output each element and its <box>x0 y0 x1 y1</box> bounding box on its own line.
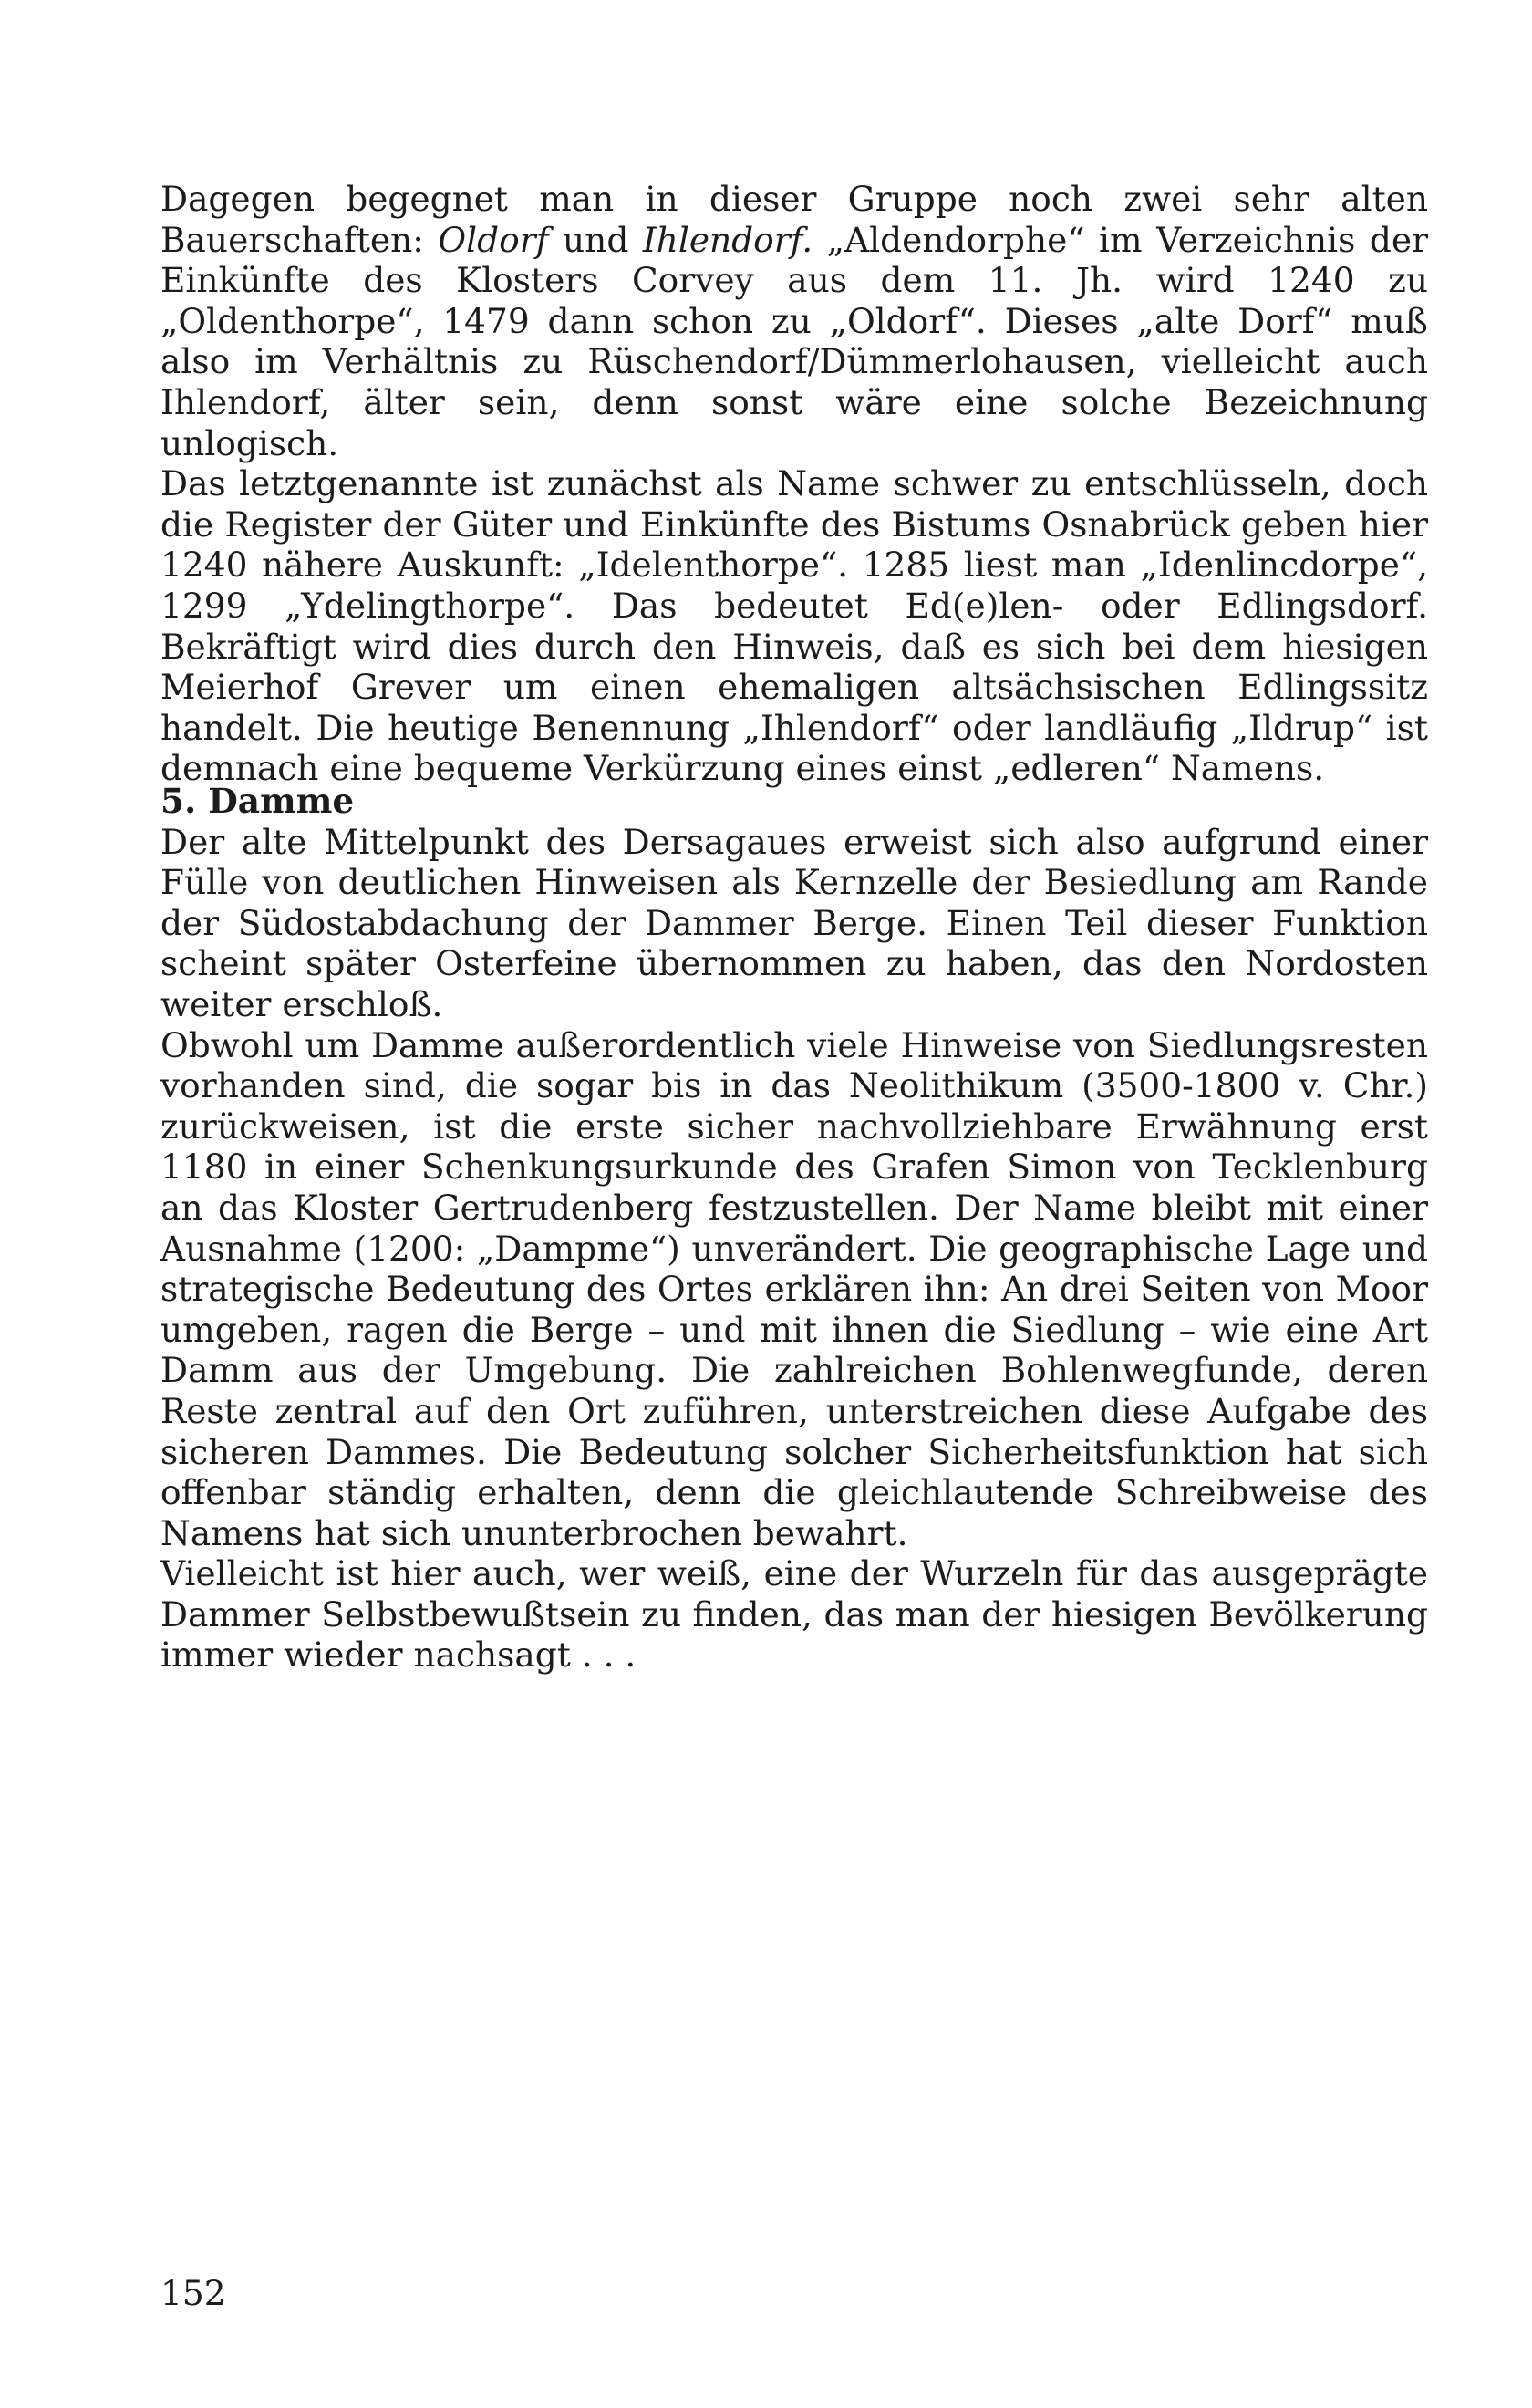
paragraph-text: „Aldendorphe“ im Verzeichnis der Einkünfte des Klosters Corvey aus dem 11. Jh. wird 1240 zu „Oldenthorpe“, 1479 dann schon zu „Oldorf“. Dieses „alte Dorf“ muß also im Verhältnis zu Rüschendorf/Dümmerlohausen, vielleicht auch Ihlendorf, älter sein, denn sonst wäre eine solche Bezeichnung unlogisch. <box>160 219 1428 463</box>
intro-text-block <box>160 179 1428 789</box>
section-heading: 5. Damme <box>160 781 355 821</box>
section-damme <box>160 781 1428 1676</box>
paragraph-dersagau: Der alte Mittelpunkt des Dersagaues erweist sich also aufgrund einer Fülle von deutlichen Hinweisen als Kernzelle der Besiedlung am Rande der Südostabdachung der Dammer Berge. Einen Teil dieser Funktion scheint später Osterfeine übernommen zu haben, das den Nordosten weiter erschloß. <box>160 821 1428 1024</box>
paragraph-ihlendorf-etymology: Das letztgenannte ist zunächst als Name schwer zu entschlüsseln, doch die Register der Güter und Einkünfte des Bistums Osnabrück geben hier 1240 nähere Auskunft: „Idelenthorpe“. 1285 liest man „Idenlincdorpe“, 1299 „Ydelingthorpe“. Das bedeutet Ed(e)len- oder Edlingsdorf. Bekräftigt wird dies durch den Hinweis, daß es sich bei dem hiesigen Meierhof Grever um einen ehemaligen altsächsischen Edlingssitz handelt. Die heutige Benennung „Ihlendorf“ oder landläufig „Ildrup“ ist demnach eine bequeme Verkürzung eines einst „edleren“ Namens. <box>160 463 1428 789</box>
paragraph-text: Dagegen begegnet man in dieser Gruppe noch zwei sehr alten Bauerschaften: <box>160 179 1428 260</box>
paragraph-damme-history: Obwohl um Damme außerordentlich viele Hinweise von Siedlungsresten vorhanden sind, die sogar bis in das Neolithikum (3500-1800 v. Chr.) zurückweisen, ist die erste sicher nachvollziehbare Erwähnung erst 1180 in einer Schenkungsurkunde des Grafen Simon von Tecklenburg an das Kloster Gertrudenberg festzustellen. Der Name bleibt mit einer Ausnahme (1200: „Dampme“) unverändert. Die geographische Lage und strategische Bedeutung des Ortes erklären ihn: An drei Seiten von Moor umgeben, ragen die Berge – und mit ihnen die Siedlung – wie eine Art Damm aus der Umgebung. Die zahlreichen Bohlenwegfunde, deren Reste zentral auf den Ort zuführen, unterstreichen diese Aufgabe des sicheren Dammes. Die Bedeutung solcher Sicherheitsfunktion hat sich offenbar ständig erhalten, denn die gleichlautende Schreibweise des Namens hat sich ununterbrochen bewahrt. <box>160 1024 1428 1553</box>
page-number: 152 <box>160 2273 226 2313</box>
paragraph-oldorf-ihlendorf <box>160 179 1428 463</box>
place-name-ihlendorf: Ihlendorf. <box>642 219 813 260</box>
place-name-oldorf: Oldorf <box>438 219 549 260</box>
paragraph-text: und <box>548 219 643 260</box>
paragraph-damme-selbstbewusstsein: Vielleicht ist hier auch, wer weiß, eine der Wurzeln für das ausgeprägte Dammer Selbstbewußtsein zu finden, das man der hiesigen Bevölkerung immer wieder nachsagt . . . <box>160 1553 1428 1676</box>
